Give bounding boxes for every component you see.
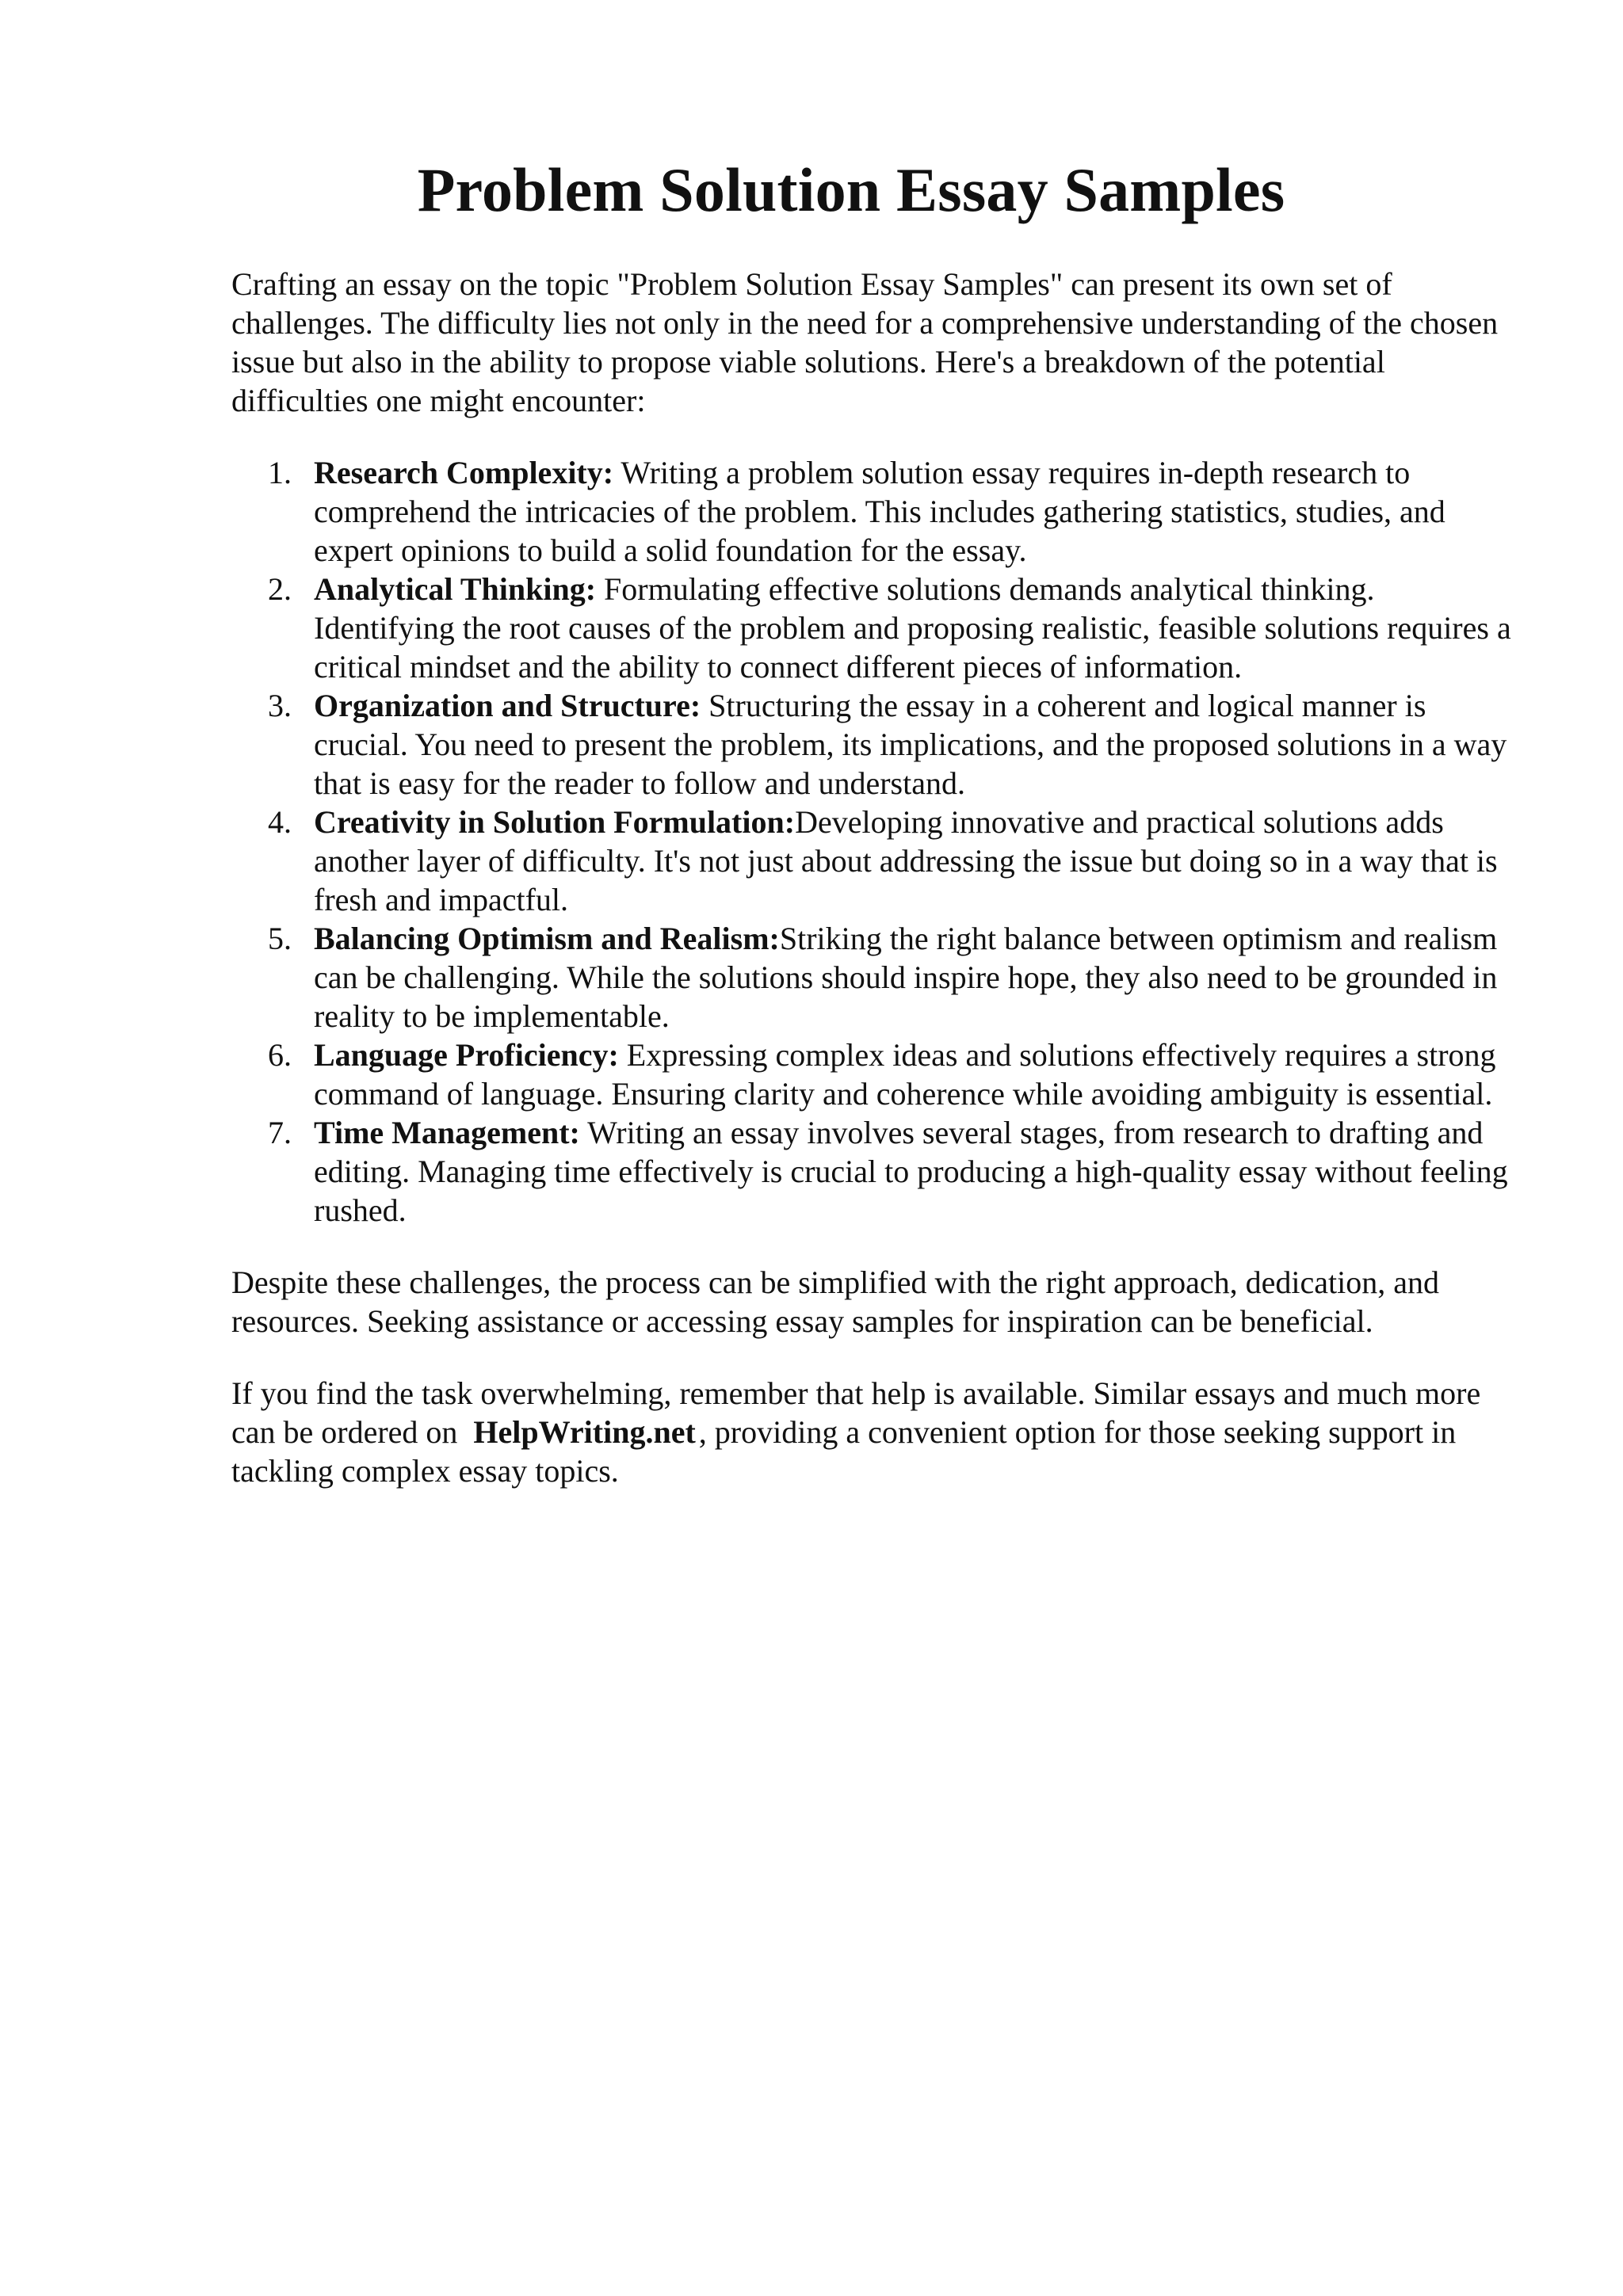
help-text-before: If you find the task overwhelming, remember that help is available. Similar essays and much more can be ordered on bbox=[231, 1375, 1481, 1450]
list-item-number: 7. bbox=[268, 1115, 292, 1150]
help-paragraph bbox=[231, 1374, 1515, 1490]
list-item-number: 3. bbox=[268, 688, 292, 723]
list-item-heading: Analytical Thinking: bbox=[314, 571, 597, 607]
list-item-text: Formulating effective solutions demands analytical thinking. Identifying the root causes of the problem and proposing realistic, feasible solutions requires a critical mindset and the ability to connect different pieces of information. bbox=[314, 571, 1511, 685]
list-item-balancing bbox=[231, 919, 1515, 1035]
list-item-heading: Organization and Structure: bbox=[314, 688, 701, 723]
list-item-number: 1. bbox=[268, 455, 292, 490]
list-item-heading: Creativity in Solution Formulation: bbox=[314, 804, 796, 840]
difficulties-list bbox=[231, 453, 1515, 1230]
help-text-after: , providing a convenient option for those seeking support in tackling complex essay topics. bbox=[231, 1414, 1457, 1489]
list-item-number: 4. bbox=[268, 804, 292, 840]
list-item-heading: Research Complexity: bbox=[314, 455, 614, 490]
list-item-heading: Balancing Optimism and Realism: bbox=[314, 921, 780, 956]
closing-paragraph: Despite these challenges, the process can be simplified with the right approach, dedication, and resources. Seeking assistance or accessing essay samples for inspiration can be beneficial. bbox=[231, 1264, 1439, 1339]
list-item-number: 5. bbox=[268, 921, 292, 956]
list-item-organization-structure bbox=[231, 686, 1515, 803]
list-item-analytical-thinking bbox=[231, 570, 1515, 686]
list-item-research-complexity bbox=[231, 453, 1515, 570]
list-item-text: Striking the right balance between optimism and realism can be challenging. While the solutions should inspire hope, they also need to be grounded in reality to be implementable. bbox=[314, 921, 1498, 1034]
list-item-number: 2. bbox=[268, 571, 292, 607]
list-item-text: Writing a problem solution essay requires in-depth research to comprehend the intricacies of the problem. This includes gathering statistics, studies, and expert opinions to build a solid foundation for the essay. bbox=[314, 455, 1445, 568]
list-item-time-management bbox=[231, 1113, 1515, 1230]
intro-paragraph: Crafting an essay on the topic "Problem Solution Essay Samples" can present its own set of challenges. The difficulty lies not only in the need for a comprehensive understanding of the chosen issue but also in the ability to propose viable solutions. Here's a breakdown of the potential difficulties one might encounter: bbox=[231, 266, 1499, 418]
list-item-text: Structuring the essay in a coherent and logical manner is crucial. You need to present the problem, its implications, and the proposed solutions in a way that is easy for the reader to follow and understand. bbox=[314, 688, 1507, 801]
list-item-heading: Time Management: bbox=[314, 1115, 580, 1150]
list-item-text: Expressing complex ideas and solutions effectively requires a strong command of language. Ensuring clarity and coherence while avoiding ambiguity is essential. bbox=[314, 1037, 1496, 1112]
list-item-number: 6. bbox=[268, 1037, 292, 1073]
list-item-language-proficiency bbox=[231, 1035, 1515, 1113]
list-item-creativity bbox=[231, 803, 1515, 919]
list-item-text: Developing innovative and practical solutions adds another layer of difficulty. It's not just about addressing the issue but doing so in a way that is fresh and impactful. bbox=[314, 804, 1498, 917]
list-item-text: Writing an essay involves several stages, from research to drafting and editing. Managing time effectively is crucial to producing a high-quality essay without feeling rushed. bbox=[314, 1115, 1508, 1228]
list-item-heading: Language Proficiency: bbox=[314, 1037, 619, 1073]
document-title: Problem Solution Essay Samples bbox=[417, 155, 1285, 224]
helpwriting-link[interactable]: HelpWriting.net bbox=[473, 1414, 696, 1450]
